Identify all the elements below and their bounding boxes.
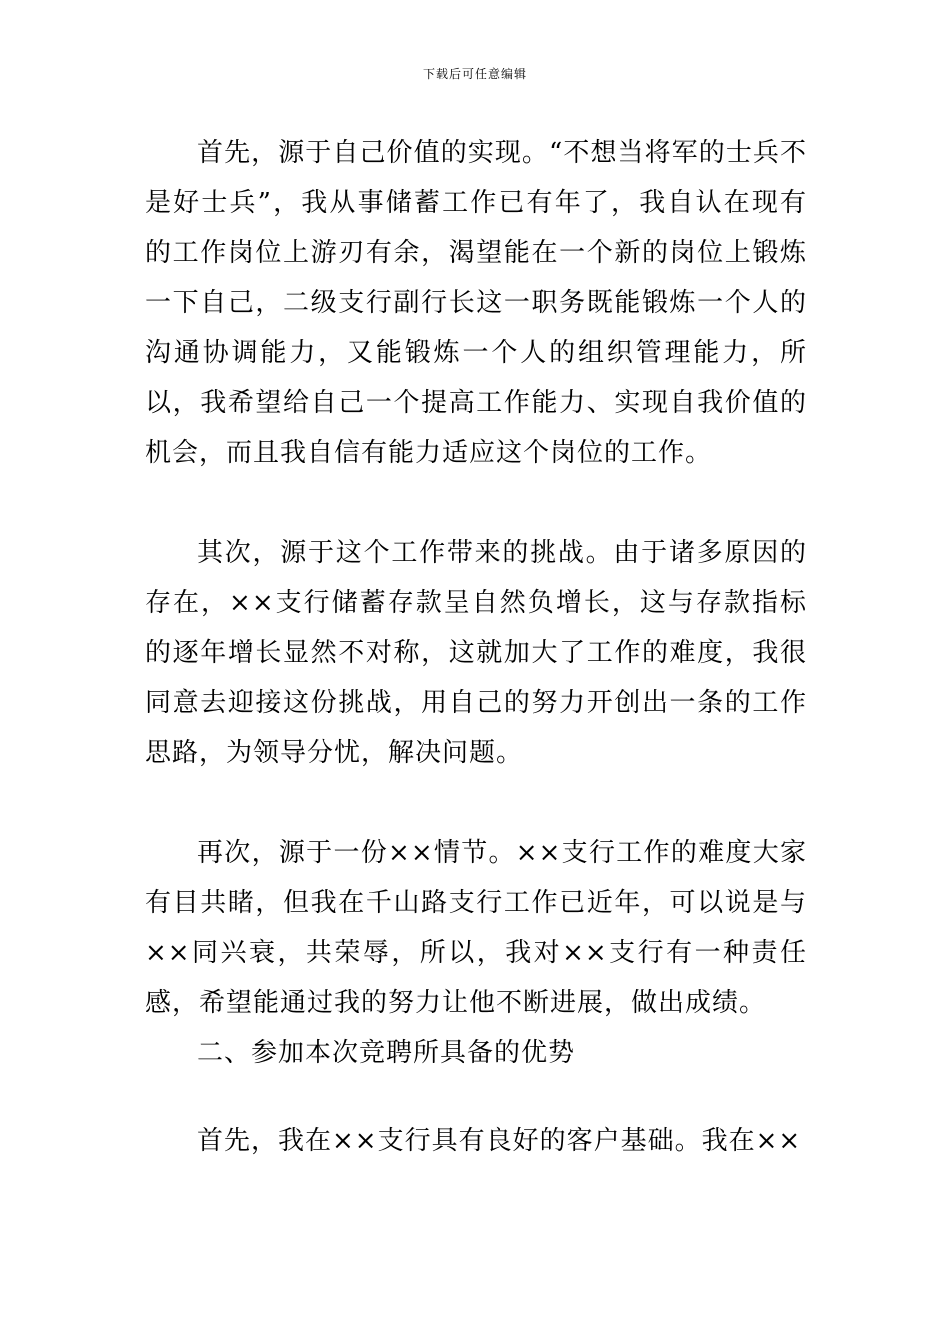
document-body (145, 128, 807, 1166)
paragraph-customer-base: 首先，我在××支行具有良好的客户基础。我在×× (197, 1126, 802, 1156)
section-heading-advantages: 二、参加本次竞聘所具备的优势 (197, 1038, 576, 1068)
paragraph-self-value: 首先，源于自己价值的实现。“不想当将军的士兵不是好士兵”，我从事储蓄工作已有年了，我自认在现有的工作岗位上游刃有余，渴望能在一个新的岗位上锻炼一下自己，二级支行副行长这一职务既能锻炼一个人的沟通协调能力，又能锻炼一个人的组织管理能力，所以，我希望给自己一个提高工作能力、实现自我价值的机会，而且我自信有能力适应这个岗位的工作。 (145, 138, 807, 468)
page-header-note: 下载后可任意编辑 (422, 67, 527, 81)
paragraph-affection: 再次，源于一份××情节。××支行工作的难度大家有目共睹，但我在千山路支行工作已近年，可以说是与××同兴衰，共荣辱，所以，我对××支行有一种责任感，希望能通过我的努力让他不断进展，做出成绩。 (145, 838, 807, 1018)
paragraph-challenge: 其次，源于这个工作带来的挑战。由于诸多原因的存在，××支行储蓄存款呈自然负增长，这与存款指标的逐年增长显然不对称，这就加大了工作的难度，我很同意去迎接这份挑战，用自己的努力开创出一条的工作思路，为领导分忧，解决问题。 (145, 538, 807, 768)
